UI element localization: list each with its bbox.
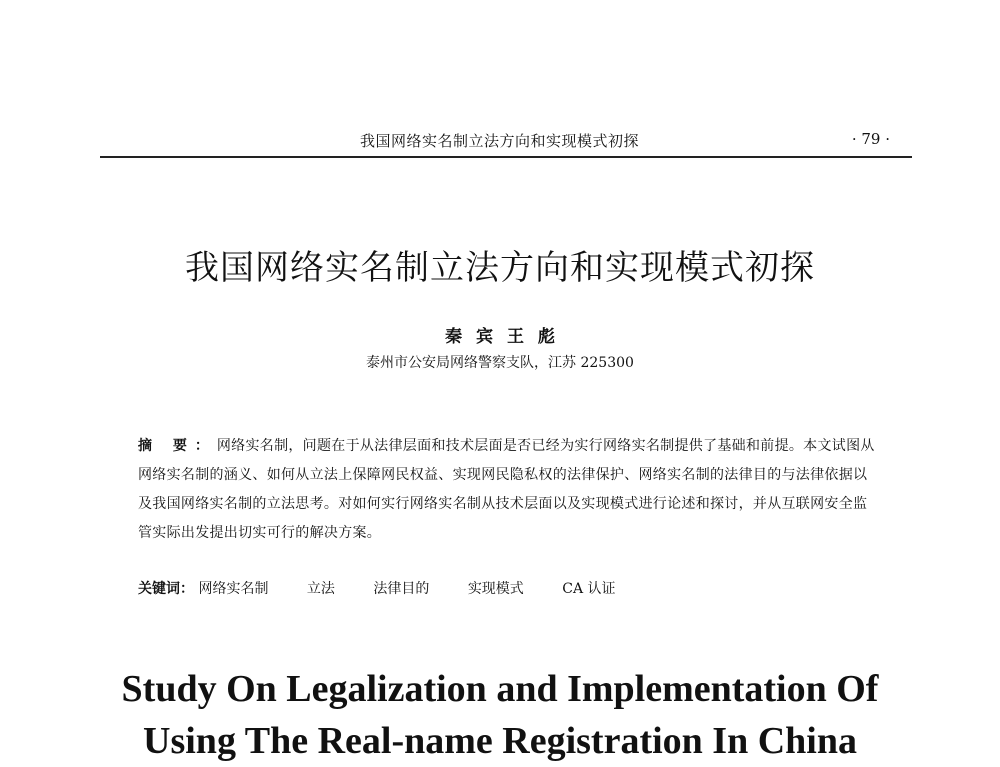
keyword: 法律目的 (373, 581, 430, 597)
page-number: · 79 · (851, 130, 890, 148)
running-header (100, 126, 912, 158)
article-title-cn: 我国网络实名制立法方向和实现模式初探 (185, 248, 815, 288)
article-title-en-line-1: Study On Legalization and Implementation Of (121, 668, 879, 710)
article-title-en (0, 663, 1000, 767)
keyword: 网络实名制 (198, 581, 269, 597)
keywords-label: 关键词： (138, 581, 194, 597)
keyword: 立法 (306, 581, 335, 597)
keyword: 实现模式 (467, 581, 524, 597)
authors: 秦 宾 王 彪 (445, 327, 555, 347)
abstract-text: 网络实名制，问题在于从法律层面和技术层面是否已经为实行网络实名制提供了基础和前提。本文试图从网络实名制的涵义、如何从立法上保障网民权益、实现网民隐私权的法律保护、网络实名制的法律目的与法律依据以及我国网络实名制的立法思考。对如何实行网络实名制从技术层面以及实现模式进行论述和探讨，并从互联网安全监管实际出发提出切实可行的解决方案。 (138, 438, 875, 541)
keyword: CA 认证 (562, 581, 616, 597)
running-title: 我国网络实名制立法方向和实现模式初探 (360, 132, 640, 150)
affiliation: 泰州市公安局网络警察支队，江苏 225300 (366, 355, 634, 371)
abstract-label: 摘 要： (138, 438, 217, 454)
article-title-en-line-2: Using The Real-name Registration In China (143, 720, 857, 762)
abstract (138, 432, 880, 548)
keywords (138, 578, 880, 600)
